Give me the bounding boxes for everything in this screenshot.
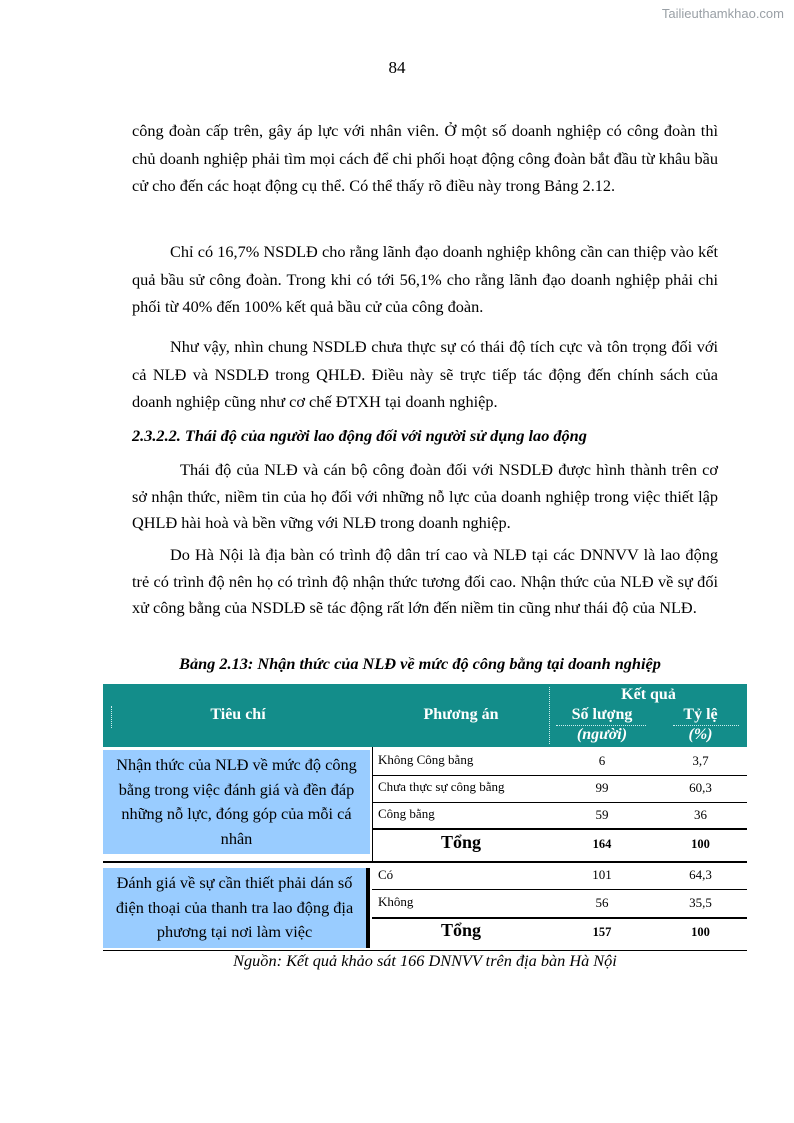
watermark: Tailieuthamkhao.com [661,6,784,21]
count-value: 56 [595,895,609,910]
count-value: 101 [592,867,612,882]
ratio-value: 60,3 [689,780,712,795]
section-heading: 2.3.2.2. Thái độ của người lao động đối với người sử dụng lao động [132,426,587,445]
row-divider [372,828,747,830]
header-result: Kết quả [621,686,676,703]
option-label: Không [378,894,414,909]
ratio-value: 64,3 [689,867,712,882]
row-divider [372,917,747,919]
header-count-unit: (người) [576,726,628,743]
paragraph-5: Do Hà Nội là địa bàn có trình độ dân trí cao và NLĐ tại các DNNVV là lao động trẻ có trình độ nên họ có trình độ nhận thức tương đối cao. Nhận thức của NLĐ về sự đối xử công bằng của NSDLĐ sẽ tác động rất lớn đến niềm tin cũng như thái độ của NLĐ. [132,545,718,618]
criteria-text: Nhận thức của NLĐ về mức độ công bằng trong việc đánh giá và đền đáp những nỗ lực, đóng góp của mỗi cá nhân [116,755,357,848]
header-option: Phương án [423,706,499,723]
table-caption: Bảng 2.13: Nhận thức của NLĐ về mức độ công bằng tại doanh nghiệp [179,654,661,673]
option-label: Công bằng [378,806,435,821]
header-count: Số lượng [571,706,633,723]
criteria-cell [103,750,370,854]
total-label: Tổng [440,832,482,852]
total-count: 164 [592,837,612,851]
count-value: 59 [595,807,609,822]
paragraph-2: Chỉ có 16,7% NSDLĐ cho rằng lãnh đạo doanh nghiệp không cần can thiệp vào kết quả bầu sử công đoàn. Trong khi có tới 56,1% cho rằng lãnh đạo doanh nghiệp phải chi phối từ 40% đến 100% kết quả bầu cử của công đoàn. [132,242,718,317]
criteria-cell [103,868,370,948]
total-count: 157 [592,925,612,939]
row-divider [372,802,747,803]
paragraph-1: công đoàn cấp trên, gây áp lực với nhân viên. Ở một số doanh nghiệp có công đoàn thì chủ doanh nghiệp phải tìm mọi cách để chi phối hoạt động công đoàn bắt đầu từ khâu bầu cử cho đến các hoạt động cụ thể. Có thể thấy rõ điều này trong Bảng 2.12. [132,121,718,196]
ratio-value: 3,7 [692,753,709,768]
row-divider [372,775,747,776]
paragraph-3: Như vậy, nhìn chung NSDLĐ chưa thực sự có thái độ tích cực và tôn trọng đối với cả NLĐ và NSDLĐ trong QHLĐ. Điều này sẽ trực tiếp tác động đến chính sách của doanh nghiệp cũng như cơ chế ĐTXH tại doanh nghiệp. [132,337,718,412]
total-label: Tổng [440,920,482,940]
header-ratio-unit: (%) [688,726,713,743]
count-value: 6 [598,753,606,768]
total-ratio: 100 [691,925,710,939]
fairness-table [103,684,747,952]
option-label: Không Công bằng [378,752,474,767]
table-header [103,684,747,747]
row-divider [372,889,747,890]
option-label: Có [378,867,394,882]
criteria-text: Đánh giá về sự cần thiết phải dán số điện thoại của thanh tra lao động địa phương tại nơi làm việc [115,873,354,942]
header-criteria: Tiêu chí [210,706,266,723]
total-ratio: 100 [691,837,710,851]
page-number: 84 [388,58,406,77]
table-source: Nguồn: Kết quả khảo sát 166 DNNVV trên địa bàn Hà Nội [233,951,617,970]
header-ratio: Tỷ lệ [683,706,718,723]
ratio-value: 36 [694,807,707,822]
group-divider [103,861,747,863]
paragraph-4: Thái độ của NLĐ và cán bộ công đoàn đối với NSDLĐ được hình thành trên cơ sở nhận thức, niềm tin của họ đối với những nỗ lực của doanh nghiệp trong việc thiết lập QHLĐ hài hoà và bền vững với NLĐ trong doanh nghiệp. [132,460,718,533]
option-label: Chưa thực sự công bằng [378,779,505,794]
count-value: 99 [595,780,609,795]
ratio-value: 35,5 [689,895,712,910]
